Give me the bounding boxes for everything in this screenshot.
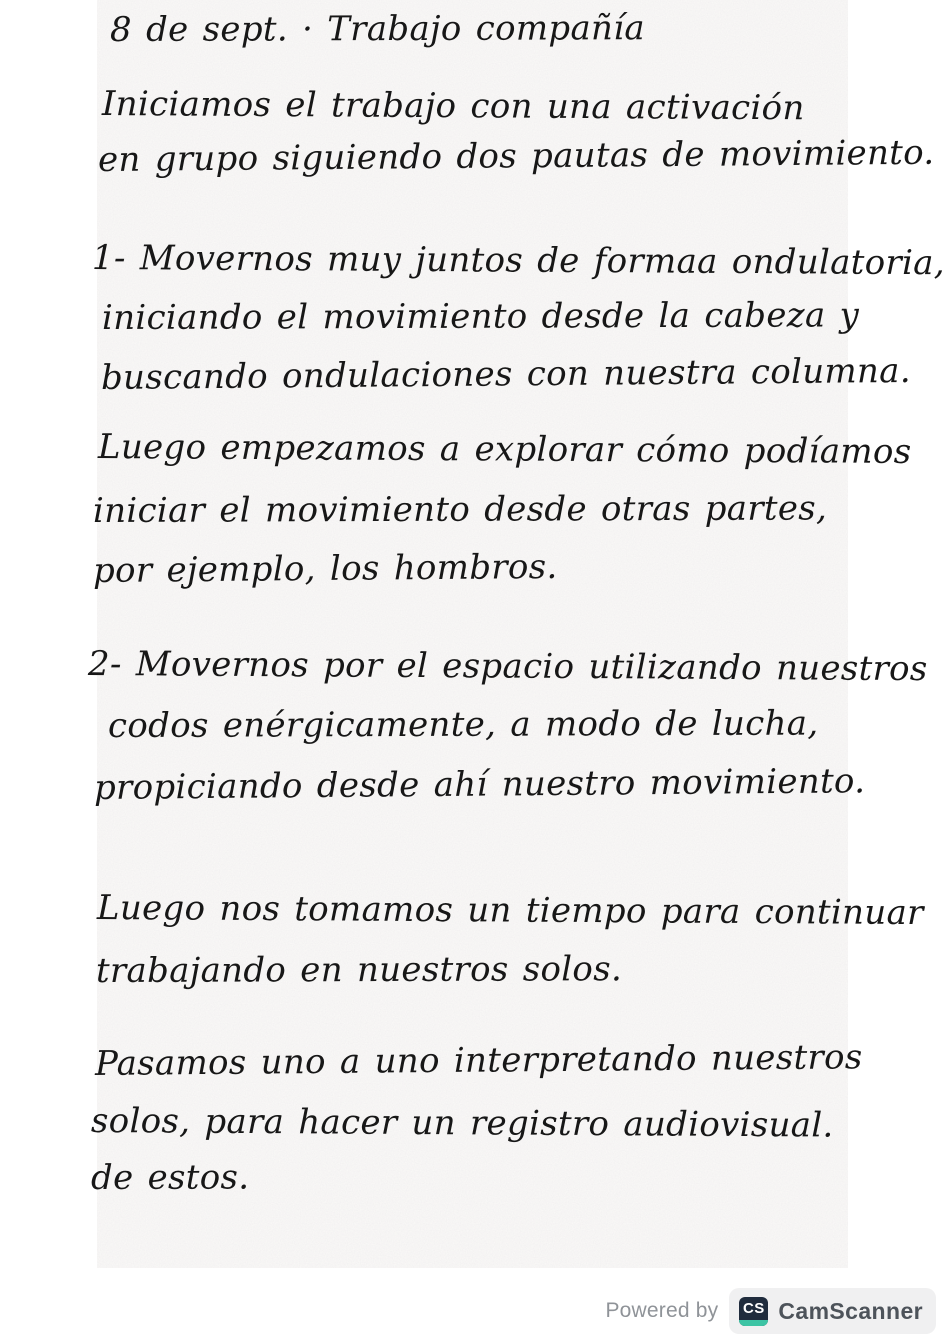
handwritten-line-11: codos enérgicamente, a modo de lucha, — [107, 703, 819, 746]
handwritten-line-7: Luego empezamos a explorar cómo podíamos — [97, 427, 912, 472]
handwritten-line-9: por ejemplo, los hombros. — [92, 546, 558, 591]
handwritten-line-6: buscando ondulaciones con nuestra columna. — [100, 350, 912, 398]
handwritten-line-14: trabajando en nuestros solos. — [95, 949, 623, 991]
handwritten-line-15: Pasamos uno a uno interpretando nuestros — [94, 1037, 863, 1084]
handwritten-line-4: 1- Movernos muy juntos de formaa ondulatoria, — [91, 238, 946, 284]
cs-logo-letters: CS — [742, 1299, 765, 1317]
handwritten-line-13: Luego nos tomamos un tiempo para continuar — [96, 888, 924, 934]
cs-logo-teal-bar — [739, 1320, 768, 1326]
handwritten-line-16: solos, para hacer un registro audiovisual. — [90, 1101, 834, 1146]
handwritten-line-12: propiciando desde ahí nuestro movimiento. — [93, 761, 866, 808]
camscanner-footer — [605, 1288, 936, 1334]
camscanner-logo-icon — [739, 1297, 768, 1326]
handwritten-line-10: 2- Movernos por el espacio utilizando nuestros — [87, 644, 928, 690]
handwritten-line-3: en grupo siguiendo dos pautas de movimiento. — [97, 132, 935, 180]
camscanner-badge — [729, 1288, 936, 1334]
paper-sheet — [87, 0, 946, 1268]
handwritten-line-8: iniciar el movimiento desde otras partes, — [92, 488, 828, 531]
handwritten-line-5: iniciando el movimiento desde la cabeza y — [101, 295, 860, 338]
powered-by-label: Powered by — [605, 1299, 719, 1322]
camscanner-label: CamScanner — [778, 1297, 923, 1324]
handwritten-line-1: 8 de sept. · Trabajo compañía — [109, 8, 646, 50]
handwritten-line-2: Iniciamos el trabajo con una activación — [101, 84, 805, 129]
handwritten-line-17: de estos. — [90, 1157, 250, 1198]
